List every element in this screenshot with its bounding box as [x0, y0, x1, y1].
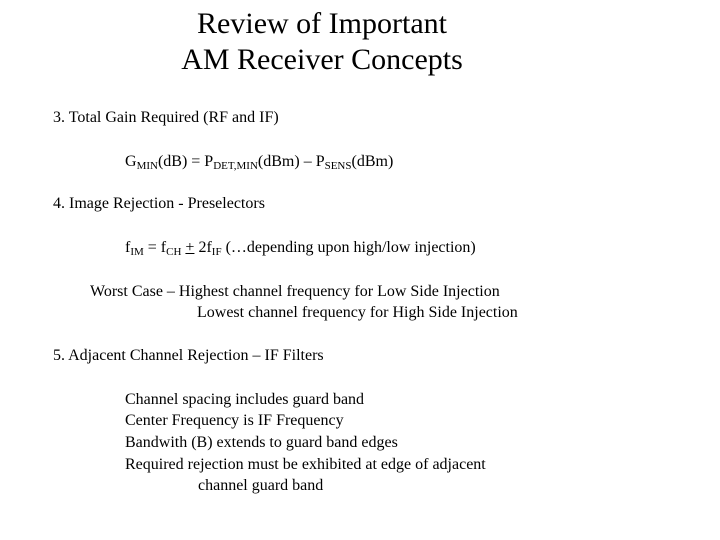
formula-f: f — [125, 239, 131, 256]
formula-ch-sub: CH — [166, 246, 182, 258]
formula-plus-minus: + — [185, 239, 195, 256]
formula-if-sub: IF — [211, 246, 222, 258]
gain-formula — [125, 152, 393, 176]
formula-note: (…depending upon high/low injection) — [221, 239, 476, 256]
formula-g-sub: MIN — [136, 160, 158, 172]
formula-lhs: (dB) = P — [157, 153, 214, 170]
formula-mid: (dBm) – P — [257, 153, 325, 170]
item5-line: Required rejection must be exhibited at edge of adjacent — [125, 456, 486, 473]
formula-p1-sub: DET,MIN — [213, 160, 258, 172]
item5-line: channel guard band — [198, 477, 324, 494]
formula-p2-sub: SENS — [324, 160, 352, 172]
worst-case-line-2: Lowest channel frequency for High Side Injection — [197, 304, 518, 321]
item5-line: Bandwith (B) extends to guard band edges — [125, 434, 398, 451]
title-line-1: Review of Important — [197, 7, 447, 40]
formula-eq: = f — [143, 239, 167, 256]
slide-title — [0, 6, 644, 78]
worst-case-line-1: Worst Case – Highest channel frequency for Low Side Injection — [90, 283, 500, 300]
formula-f-sub: IM — [130, 246, 144, 258]
item5-line: Center Frequency is IF Frequency — [125, 412, 344, 429]
item4-heading: 4. Image Rejection - Preselectors — [53, 195, 265, 212]
item5-heading: 5. Adjacent Channel Rejection – IF Filters — [53, 347, 324, 364]
formula-g: G — [125, 153, 137, 170]
item5-line: Channel spacing includes guard band — [125, 391, 365, 408]
formula-two-f: 2f — [194, 239, 212, 256]
item3-heading: 3. Total Gain Required (RF and IF) — [53, 109, 279, 126]
formula-end: (dBm) — [351, 153, 394, 170]
image-formula — [125, 238, 476, 262]
title-line-2: AM Receiver Concepts — [181, 43, 463, 76]
